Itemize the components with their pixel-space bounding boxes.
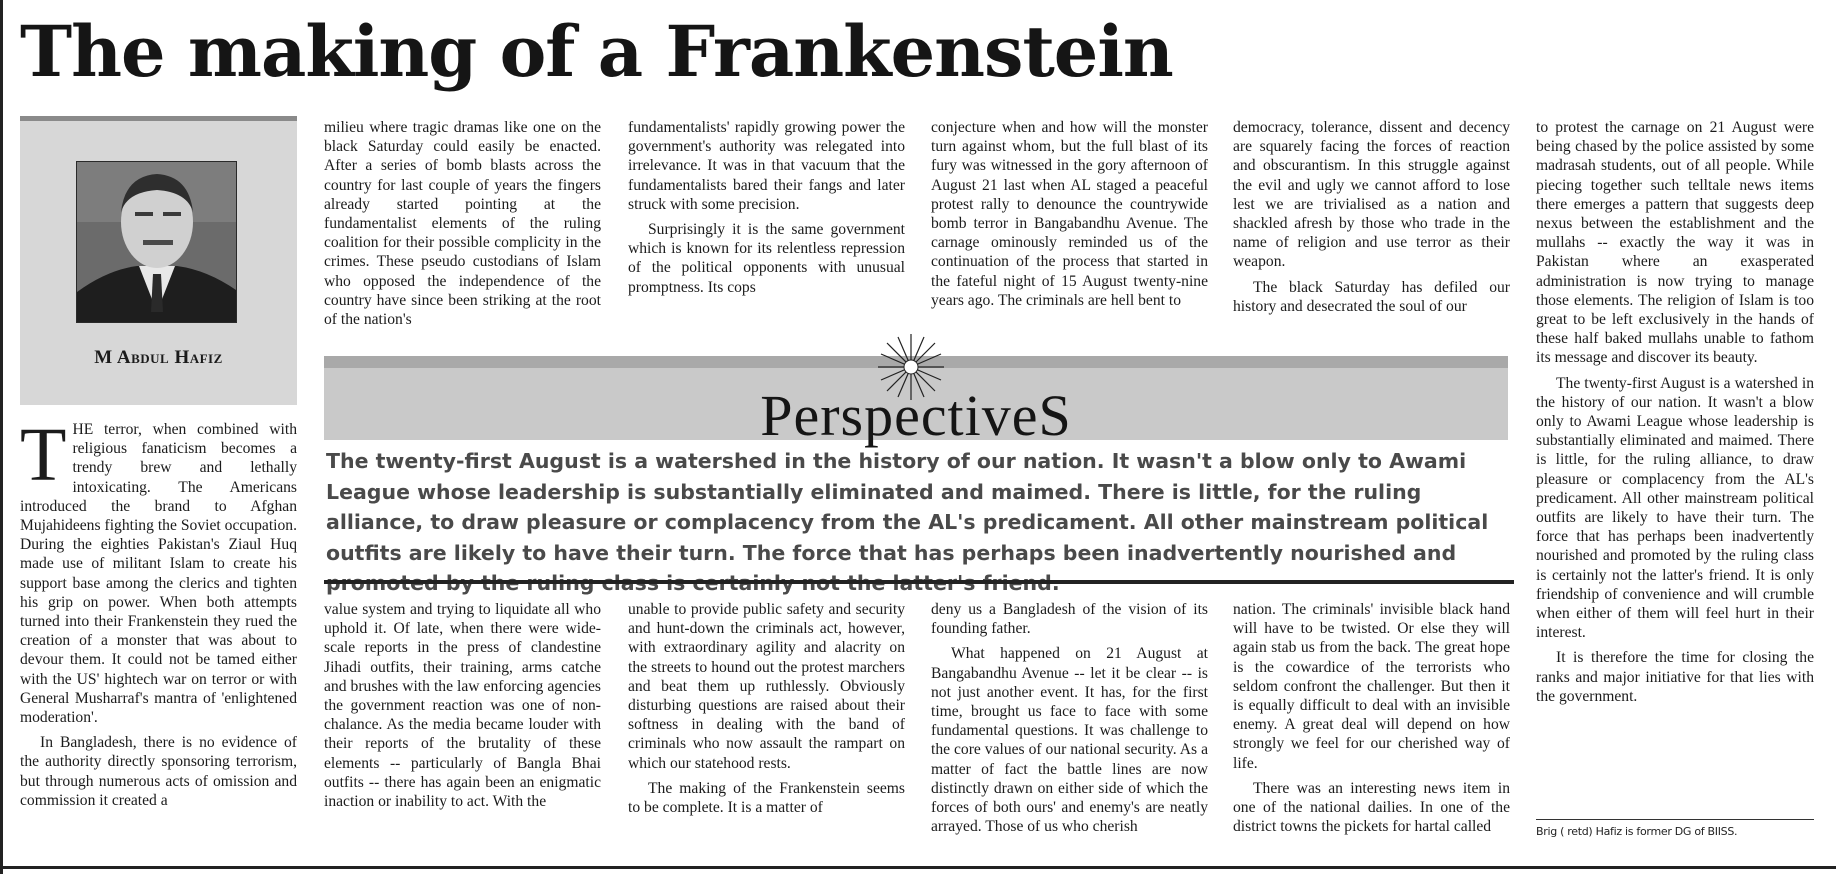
paragraph: value system and trying to liquidate all who uphold it. Of late, when there were wide-scale reports in the press of clandestine Jihadi outfits, their training, arms catche and brushes with the law enforcing agencies the government reaction was one of non-chalance. As the media became louder with their reports of the brutality of these elements -- particularly of Bangla Bhai outfits -- there has again been an enigmatic inaction or inability to act. With the [324,601,601,811]
paragraph: There was an interesting news item in one of the national dailies. In one of the district towns the pickets for hartal called [1233,779,1510,836]
pull-quote-rule [324,580,1514,584]
author-photo [76,161,237,323]
headline: The making of a Frankenstein [20,10,1173,93]
paragraph: deny us a Bangladesh of the vision of its founding father. [931,601,1208,638]
paragraph: unable to provide public safety and security and hunt-down the criminals act, however, with extraordinary agility and alacrity on the streets to hound out the protest marchers and beat them up ruthlessly. Obviously disturbing questions are raised about their softness in dealing with the band of criminals who now assault the rampart on which our statehood rests. [628,601,905,772]
column-5-bottom [1233,600,1510,858]
bottom-rule [0,866,1836,869]
column-2-top [324,118,601,348]
paragraph: In Bangladesh, there is no evidence of the authority directly sponsoring terrorism, but through numerous acts of omission and commission it created a [20,734,297,809]
paragraph: democracy, tolerance, dissent and decency are squarely facing the forces of reaction and obscurantism. In this struggle against the evil and ugly we cannot afford to lose lest we are trivialised as a nation and shackled afresh by those who trade in the name of religion and use terror as their weapon. [1233,119,1510,271]
bio-rule [1536,819,1814,820]
paragraph: The black Saturday has defiled our history and desecrated the soul of our [1233,278,1510,315]
paragraph: fundamentalists' rapidly growing power the government's authority was relegated into irrelevance. It was in that vacuum that the fundamentalists bared their fangs and later struck with some precision. [628,119,905,213]
pull-quote: The twenty-first August is a watershed in the history of our nation. It wasn't a blow only to Awami League whose leadership is substantially eliminated and maimed. There is little, for the ruling alliance, to draw pleasure or complacency from the AL's predicament. All other mainstream political outfits are likely to have their turn. The force that has perhaps been inadvertently nourished and [326,449,1489,565]
paragraph: conjecture when and how will the monster turn against whom, but the full blast of its fury was witnessed in the gory afternoon of August 21 last when AL staged a peaceful protest rally to denounce the countrywide bomb terror in Bangabandhu Avenue. The carnage ominously reminded us of the continuation of the process that started in the fateful night of 15 August twenty-nine years ago. The criminals are hell bent to [931,119,1208,309]
paragraph [20,420,297,727]
starburst-icon [876,332,946,402]
author-box [20,116,297,405]
paragraph: nation. The criminals' invisible black hand will have to be twisted. Or else they will again stab us from the back. The great hope is the cowardice of the terrorists who seldom confront the challenger. But then it is equally difficult to deal with an invisible enemy. A great deal will depend on how strongly we feel for our cherished way of life. [1233,601,1510,772]
paragraph-text: HE terror, when combined with religious fanaticism becomes a trendy brew and lethally intoxicating. The Americans introduced the brand to Afghan Mujahideens fighting the Soviet occupation. During the eighties Pakistan's Ziaul Huq made use of militant Islam to create his support base among the clerics and tighten his grip on power. When both attempts turned into their Frankenstein they rued the creation of a monster that was about to devour them. It could not be tamed either with the US' hightech war on terror or with General Musharraf's mantra of 'enlightened moderation'. [20,421,297,727]
column-4-top [931,118,1208,348]
column-6 [1536,118,1814,814]
paragraph: Surprisingly it is the same government which is known for its relentless repression of the political opponents with unusual promptness. Its cops [628,221,905,296]
column-1 [20,420,297,858]
column-4-bottom [931,600,1208,858]
author-byline: M Abdul Hafiz [94,347,223,368]
paragraph: What happened on 21 August at Bangabandhu Avenue -- let it be clear -- is not just another event. It has, for the first time, brought us face to face with some fundamental questions. It was challenge to the core values of our national security. As a matter of fact the battle lines are now distinctly drawn on either side of which the forces of both ours' and enemy's are neatly arrayed. Those of us who cherish [931,645,1208,836]
paragraph: It is therefore the time for closing the ranks and major initiative for that lies with the government. [1536,649,1814,705]
column-5-top [1233,118,1510,348]
column-2-bottom [324,600,601,858]
paragraph: The twenty-first August is a watershed in the history of our nation. It wasn't a blow only to Awami League whose leadership is substantially eliminated and maimed. There is little, for the ruling alliance, to draw pleasure or complacency from the AL's predicament. All other mainstream political outfits are likely to have their turn. The force that has perhaps been inadvertently nourished and promoted by the ruling class is certainly not the latter's friend. It is only friendship of convenience and will crumble when either of them will feel hurt in their interest. [1536,374,1814,642]
paragraph: milieu where tragic dramas like one on the black Saturday could easily be enacted. After a series of bomb blasts across the country for last couple of years the fingers already started pointing at the fundamentalist elements of the ruling coalition for their possible complicity in the crimes. These pseudo custodians of Islam who opposed the independence of the country have since been striking at the root of the nation's [324,119,601,329]
paragraph: to protest the carnage on 21 August were being chased by the police assisted by some madrasah students, out of all people. While piecing together such telltale news items there emerges a pattern that suggests deep nexus between the establishment and the mullahs -- exactly the way it was in Pakistan where an exasperated administration is now trying to manage those elements. The religion of Islam is too great to be left exclusively in the hands of these half baked mullahs unable to fathom its message and discover its beauty. [1536,119,1814,367]
drop-cap: T [20,420,67,497]
section-title: PerspectiveS [760,383,1072,448]
column-3-top [628,118,905,348]
column-3-bottom [628,600,905,858]
author-bio: Brig ( retd) Hafiz is former DG of BIISS. [1536,825,1738,838]
paragraph: The making of the Frankenstein seems to be complete. It is a matter of [628,779,905,817]
